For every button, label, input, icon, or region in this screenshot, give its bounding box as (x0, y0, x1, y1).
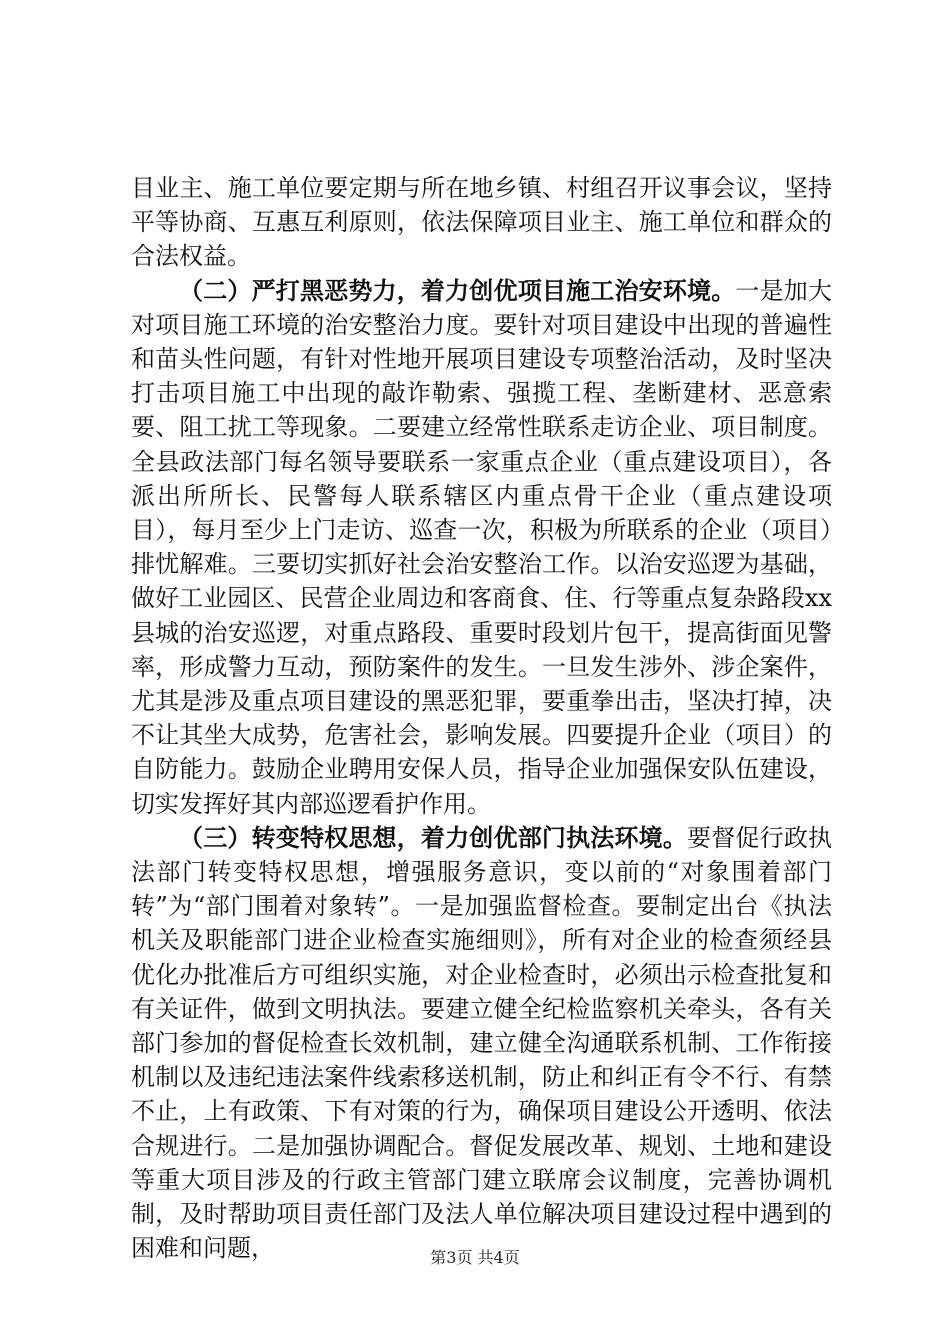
section-heading: （二）严打黑恶势力，着力创优项目施工治安环境。 (179, 276, 736, 305)
paragraph-body: 一是加大对项目施工环境的治安整治力度。要针对项目建设中出现的普遍性和苗头性问题，有针对性地开展项目建设专项整治活动，及时坚决打击项目施工中出现的敲诈勒索、强揽工程、垄断建材、恶意索要、阻工扰工等现象。二要建立经常性联系走访企业、项目制度。全县政法部门每名领导要联系一家重点企业（重点建设项目），各派出所所长、民警每人联系辖区内重点骨干企业（重点建设项目），每月至少上门走访、巡查一次，积极为所联系的企业（项目）排忧解难。三要切实抓好社会治安整治工作。以治安巡逻为基础，做好工业园区、民营企业周边和客商食、住、行等重点复杂路段xx县城的治安巡逻，对重点路段、重要时段划片包干，提高街面见警率，形成警力互动，预防案件的发生。一旦发生涉外、涉企案件，尤其是涉及重点项目建设的黑恶犯罪，要重拳出击，坚决打掉，决不让其坐大成势，危害社会，影响发展。四要提升企业（项目）的自防能力。鼓励企业聘用安保人员，指导企业加强保安队伍建设，切实发挥好其内部巡逻看护作用。 (131, 276, 832, 818)
paragraph-section-3 (131, 821, 832, 1266)
paragraph-body: 目业主、施工单位要定期与所在地乡镇、村组召开议事会议，坚持平等协商、互惠互利原则，依法保障项目业主、施工单位和群众的合法权益。 (131, 174, 832, 271)
paragraph-section-2 (131, 274, 832, 821)
paragraph-continuation (131, 171, 832, 274)
page-footer (0, 1248, 950, 1268)
page-number-label: 第3页 共4页 (430, 1248, 520, 1267)
section-heading: （三）转变特权思想，着力创优部门执法环境。 (179, 823, 688, 852)
document-body (131, 171, 832, 1266)
paragraph-body: 要督促行政执法部门转变特权思想，增强服务意识，变以前的“对象围着部门转”为“部门围着对象转”。一是加强监督检查。要制定出台《执法机关及职能部门进企业检查实施细则》，所有对企业的检查须经县优化办批准后方可组织实施，对企业检查时，必须出示检查批复和有关证件，做到文明执法。要建立健全纪检监察机关牵头，各有关部门参加的督促检查长效机制，建立健全沟通联系机制、工作衔接机制以及违纪违法案件线索移送机制，防止和纠正有令不行、有禁不止，上有政策、下有对策的行为，确保项目建设公开透明、依法合规进行。二是加强协调配合。督促发展改革、规划、土地和建设等重大项目涉及的行政主管部门建立联席会议制度，完善协调机制，及时帮助项目责任部门及法人单位解决项目建设过程中遇到的困难和问题， (131, 823, 833, 1263)
